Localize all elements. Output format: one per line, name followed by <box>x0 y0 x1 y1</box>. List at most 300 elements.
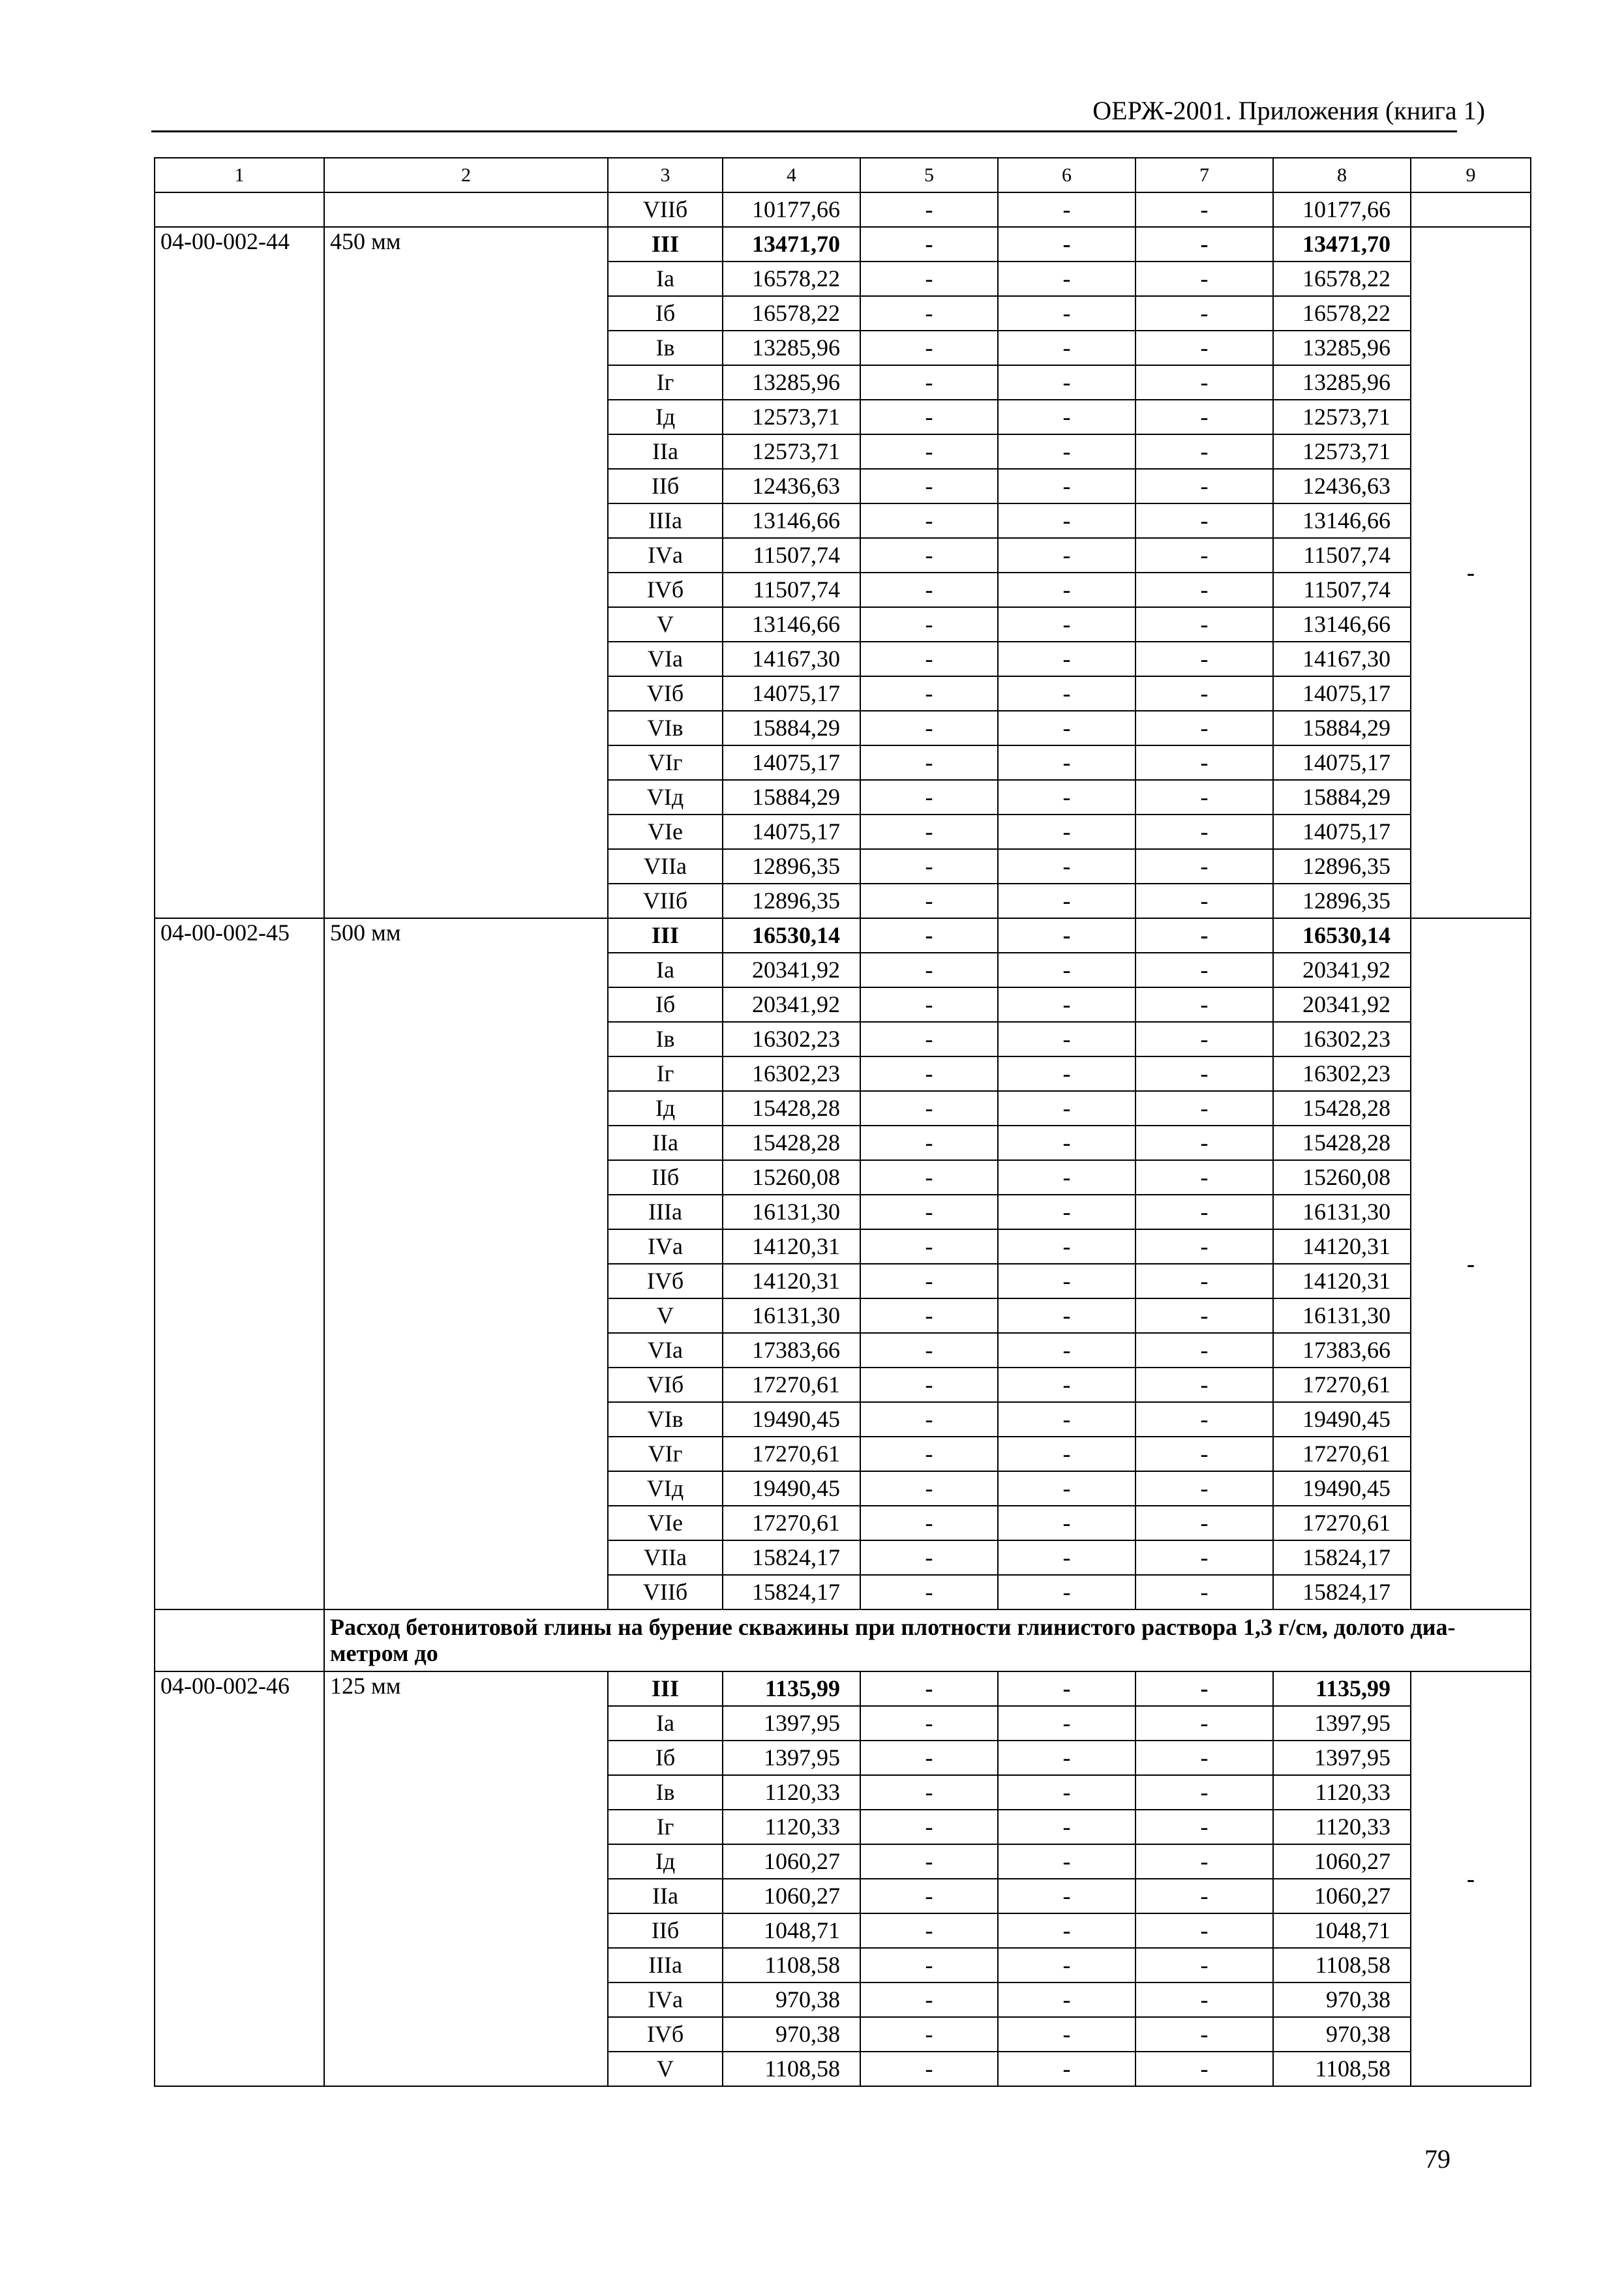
cost-value-cell: 1048,71 <box>723 1913 860 1948</box>
soil-category-cell: Iа <box>608 1706 723 1741</box>
empty-value-cell: - <box>860 1706 998 1741</box>
empty-value-cell: - <box>860 918 998 953</box>
total-value-cell: 1108,58 <box>1273 2052 1411 2086</box>
soil-category-cell: Iа <box>608 953 723 987</box>
total-value-cell: 12896,35 <box>1273 884 1411 918</box>
total-value-cell: 16302,23 <box>1273 1022 1411 1056</box>
cost-value-cell: 15824,17 <box>723 1575 860 1609</box>
table-row <box>155 227 1531 262</box>
empty-value-cell: - <box>998 2017 1135 2052</box>
soil-category-cell: V <box>608 1298 723 1333</box>
empty-value-cell: - <box>1135 1160 1273 1195</box>
total-value-cell: 14075,17 <box>1273 815 1411 849</box>
soil-category-cell: IIб <box>608 469 723 503</box>
soil-category-cell: Iг <box>608 1810 723 1844</box>
empty-value-cell: - <box>1135 953 1273 987</box>
cost-value-cell: 12896,35 <box>723 884 860 918</box>
empty-value-cell: - <box>860 1506 998 1540</box>
cost-value-cell: 11507,74 <box>723 538 860 573</box>
soil-category-cell: VIб <box>608 676 723 711</box>
empty-value-cell: - <box>860 1264 998 1298</box>
empty-value-cell: - <box>860 400 998 434</box>
empty-value-cell: - <box>998 987 1135 1022</box>
column-number: 6 <box>998 158 1135 192</box>
page-header-title: ОЕРЖ-2001. Приложения (книга 1) <box>1092 96 1485 125</box>
total-value-cell: 12573,71 <box>1273 434 1411 469</box>
total-value-cell: 14075,17 <box>1273 745 1411 780</box>
empty-value-cell: - <box>1135 1706 1273 1741</box>
total-value-cell: 1397,95 <box>1273 1706 1411 1741</box>
empty-value-cell: - <box>860 227 998 262</box>
empty-value-cell: - <box>998 607 1135 642</box>
rates-table <box>154 157 1531 2087</box>
empty-value-cell: - <box>860 1160 998 1195</box>
total-value-cell: 14120,31 <box>1273 1264 1411 1298</box>
empty-value-cell: - <box>1135 365 1273 400</box>
empty-value-cell: - <box>860 780 998 815</box>
column-number: 1 <box>155 158 324 192</box>
empty-value-cell: - <box>860 1229 998 1264</box>
empty-value-cell: - <box>998 1195 1135 1229</box>
empty-value-cell: - <box>860 1540 998 1575</box>
cost-value-cell: 1120,33 <box>723 1775 860 1810</box>
empty-value-cell: - <box>860 1056 998 1091</box>
empty-value-cell: - <box>998 1741 1135 1775</box>
column-number-row <box>155 158 1531 192</box>
soil-category-cell: Iб <box>608 1741 723 1775</box>
empty-value-cell: - <box>860 815 998 849</box>
cost-value-cell: 1135,99 <box>723 1671 860 1706</box>
total-value-cell: 15428,28 <box>1273 1126 1411 1160</box>
cost-value-cell: 14075,17 <box>723 745 860 780</box>
cost-value-cell: 15884,29 <box>723 711 860 745</box>
empty-value-cell: - <box>1135 2017 1273 2052</box>
cost-value-cell: 20341,92 <box>723 953 860 987</box>
cost-value-cell: 16578,22 <box>723 296 860 331</box>
empty-value-cell: - <box>1135 1775 1273 1810</box>
empty-value-cell: - <box>998 434 1135 469</box>
soil-category-cell: VIIб <box>608 192 723 227</box>
empty-value-cell: - <box>1135 1333 1273 1368</box>
empty-value-cell: - <box>1135 1948 1273 1982</box>
soil-category-cell: III <box>608 918 723 953</box>
empty-value-cell: - <box>1135 1126 1273 1160</box>
soil-category-cell: VIIб <box>608 1575 723 1609</box>
empty-value-cell: - <box>860 1368 998 1402</box>
cost-value-cell: 14167,30 <box>723 642 860 676</box>
cost-value-cell: 15884,29 <box>723 780 860 815</box>
total-value-cell: 16131,30 <box>1273 1298 1411 1333</box>
empty-value-cell: - <box>1135 1741 1273 1775</box>
soil-category-cell: Iв <box>608 1022 723 1056</box>
soil-category-cell: IIа <box>608 1126 723 1160</box>
total-value-cell: 17383,66 <box>1273 1333 1411 1368</box>
total-value-cell: 1048,71 <box>1273 1913 1411 1948</box>
empty-value-cell: - <box>860 1195 998 1229</box>
soil-category-cell: Iд <box>608 1091 723 1126</box>
cost-value-cell: 20341,92 <box>723 987 860 1022</box>
empty-value-cell: - <box>1135 1402 1273 1437</box>
column-number: 2 <box>324 158 608 192</box>
total-value-cell: 16530,14 <box>1273 918 1411 953</box>
total-value-cell: 14075,17 <box>1273 676 1411 711</box>
empty-value-cell: - <box>860 1671 998 1706</box>
empty-value-cell: - <box>998 365 1135 400</box>
cost-value-cell: 19490,45 <box>723 1471 860 1506</box>
cost-value-cell: 16530,14 <box>723 918 860 953</box>
empty-value-cell: - <box>1135 1298 1273 1333</box>
empty-value-cell: - <box>1135 192 1273 227</box>
empty-value-cell: - <box>1135 1913 1273 1948</box>
empty-value-cell: - <box>1135 1844 1273 1879</box>
cost-value-cell: 14075,17 <box>723 676 860 711</box>
empty-value-cell: - <box>998 1160 1135 1195</box>
empty-value-cell: - <box>1135 780 1273 815</box>
soil-category-cell: III <box>608 1671 723 1706</box>
empty-value-cell: - <box>1135 469 1273 503</box>
col9-value-cell: - <box>1411 1671 1531 2086</box>
soil-category-cell: Iд <box>608 1844 723 1879</box>
column-number: 5 <box>860 158 998 192</box>
empty-value-cell: - <box>998 1879 1135 1913</box>
soil-category-cell: IIа <box>608 434 723 469</box>
empty-value-cell: - <box>1135 1437 1273 1471</box>
soil-category-cell: IIIа <box>608 1948 723 1982</box>
empty-value-cell: - <box>1135 1982 1273 2017</box>
cost-value-cell: 1108,58 <box>723 2052 860 2086</box>
empty-value-cell: - <box>860 296 998 331</box>
cost-value-cell: 12573,71 <box>723 434 860 469</box>
rate-code-cell: 04-00-002-46 <box>155 1671 324 2086</box>
empty-value-cell: - <box>998 1126 1135 1160</box>
empty-value-cell: - <box>860 1810 998 1844</box>
cost-value-cell: 1060,27 <box>723 1879 860 1913</box>
empty-value-cell: - <box>860 503 998 538</box>
soil-category-cell: Iг <box>608 1056 723 1091</box>
empty-value-cell: - <box>1135 262 1273 296</box>
total-value-cell: 14167,30 <box>1273 642 1411 676</box>
soil-category-cell: Iа <box>608 262 723 296</box>
empty-value-cell: - <box>998 849 1135 884</box>
empty-value-cell: - <box>860 1126 998 1160</box>
total-value-cell: 14120,31 <box>1273 1229 1411 1264</box>
empty-value-cell: - <box>998 642 1135 676</box>
empty-value-cell: - <box>998 711 1135 745</box>
table-row <box>155 192 1531 227</box>
total-value-cell: 17270,61 <box>1273 1506 1411 1540</box>
total-value-cell: 19490,45 <box>1273 1402 1411 1437</box>
empty-value-cell: - <box>860 573 998 607</box>
total-value-cell: 17270,61 <box>1273 1368 1411 1402</box>
cost-value-cell: 1060,27 <box>723 1844 860 1879</box>
cost-value-cell: 13146,66 <box>723 503 860 538</box>
empty-value-cell: - <box>1135 227 1273 262</box>
empty-value-cell: - <box>860 1879 998 1913</box>
soil-category-cell: IIб <box>608 1913 723 1948</box>
empty-value-cell: - <box>860 192 998 227</box>
cost-value-cell: 15824,17 <box>723 1540 860 1575</box>
empty-value-cell: - <box>1135 1229 1273 1264</box>
empty-value-cell: - <box>860 434 998 469</box>
soil-category-cell: VIв <box>608 1402 723 1437</box>
soil-category-cell: IVб <box>608 573 723 607</box>
cost-value-cell: 1397,95 <box>723 1706 860 1741</box>
empty-value-cell: - <box>998 1402 1135 1437</box>
empty-value-cell: - <box>1135 1195 1273 1229</box>
cost-value-cell: 970,38 <box>723 2017 860 2052</box>
cost-value-cell: 13471,70 <box>723 227 860 262</box>
empty-value-cell: - <box>860 2052 998 2086</box>
empty-value-cell: - <box>860 469 998 503</box>
empty-value-cell: - <box>998 1575 1135 1609</box>
empty-value-cell: - <box>1135 676 1273 711</box>
soil-category-cell: VIд <box>608 780 723 815</box>
empty-value-cell: - <box>998 1298 1135 1333</box>
empty-value-cell: - <box>860 1982 998 2017</box>
empty-value-cell: - <box>998 953 1135 987</box>
empty-value-cell: - <box>1135 849 1273 884</box>
total-value-cell: 1120,33 <box>1273 1810 1411 1844</box>
empty-value-cell: - <box>998 1540 1135 1575</box>
cost-value-cell: 15428,28 <box>723 1091 860 1126</box>
cost-value-cell: 1108,58 <box>723 1948 860 1982</box>
empty-value-cell: - <box>998 2052 1135 2086</box>
soil-category-cell: VIIб <box>608 884 723 918</box>
empty-value-cell: - <box>860 1913 998 1948</box>
page-number: 79 <box>1424 2144 1451 2174</box>
total-value-cell: 1108,58 <box>1273 1948 1411 1982</box>
total-value-cell: 19490,45 <box>1273 1471 1411 1506</box>
empty-value-cell: - <box>998 573 1135 607</box>
cost-value-cell: 14075,17 <box>723 815 860 849</box>
cost-value-cell: 11507,74 <box>723 573 860 607</box>
empty-value-cell: - <box>860 1741 998 1775</box>
empty-value-cell: - <box>998 227 1135 262</box>
bit-diameter-cell: 500 мм <box>324 918 608 1609</box>
empty-value-cell: - <box>860 676 998 711</box>
col9-value-cell: - <box>1411 918 1531 1609</box>
empty-value-cell: - <box>1135 987 1273 1022</box>
empty-value-cell: - <box>860 1575 998 1609</box>
section-title: Расход бетонитовой глины на бурение скважины при плотности глинистого раствора 1,3 г/см, долото диа-метром до <box>324 1609 1531 1671</box>
bit-diameter-cell <box>324 192 608 227</box>
empty-value-cell: - <box>860 1775 998 1810</box>
total-value-cell: 11507,74 <box>1273 573 1411 607</box>
rate-code-cell: 04-00-002-44 <box>155 227 324 918</box>
cost-value-cell: 15428,28 <box>723 1126 860 1160</box>
empty-value-cell: - <box>860 365 998 400</box>
empty-value-cell: - <box>860 331 998 365</box>
empty-value-cell: - <box>998 918 1135 953</box>
empty-value-cell: - <box>1135 1575 1273 1609</box>
empty-value-cell: - <box>998 262 1135 296</box>
soil-category-cell: VIб <box>608 1368 723 1402</box>
total-value-cell: 1120,33 <box>1273 1775 1411 1810</box>
empty-value-cell: - <box>998 676 1135 711</box>
empty-value-cell: - <box>998 503 1135 538</box>
empty-value-cell: - <box>998 192 1135 227</box>
col9-value-cell <box>1411 192 1531 227</box>
soil-category-cell: VIв <box>608 711 723 745</box>
empty-value-cell: - <box>998 815 1135 849</box>
soil-category-cell: VIа <box>608 1333 723 1368</box>
table-row <box>155 1671 1531 1706</box>
empty-value-cell: - <box>1135 1879 1273 1913</box>
soil-category-cell: IVа <box>608 1229 723 1264</box>
empty-value-cell: - <box>1135 1368 1273 1402</box>
total-value-cell: 20341,92 <box>1273 953 1411 987</box>
rate-code-cell <box>155 192 324 227</box>
empty-value-cell: - <box>1135 1540 1273 1575</box>
empty-value-cell: - <box>1135 400 1273 434</box>
total-value-cell: 15428,28 <box>1273 1091 1411 1126</box>
empty-value-cell: - <box>1135 745 1273 780</box>
cost-value-cell: 970,38 <box>723 1982 860 2017</box>
empty-value-cell: - <box>860 987 998 1022</box>
soil-category-cell: VIIа <box>608 1540 723 1575</box>
cost-value-cell: 17383,66 <box>723 1333 860 1368</box>
soil-category-cell: VIд <box>608 1471 723 1506</box>
empty-value-cell: - <box>1135 1022 1273 1056</box>
empty-value-cell: - <box>1135 296 1273 331</box>
total-value-cell: 13285,96 <box>1273 365 1411 400</box>
total-value-cell: 13146,66 <box>1273 503 1411 538</box>
total-value-cell: 16578,22 <box>1273 296 1411 331</box>
soil-category-cell: VIг <box>608 745 723 780</box>
empty-value-cell: - <box>860 1333 998 1368</box>
empty-value-cell: - <box>998 1982 1135 2017</box>
empty-value-cell: - <box>998 1437 1135 1471</box>
cost-value-cell: 12896,35 <box>723 849 860 884</box>
cost-value-cell: 16302,23 <box>723 1056 860 1091</box>
soil-category-cell: IIIа <box>608 503 723 538</box>
cost-value-cell: 19490,45 <box>723 1402 860 1437</box>
empty-value-cell: - <box>1135 1471 1273 1506</box>
empty-value-cell: - <box>1135 573 1273 607</box>
bit-diameter-cell: 450 мм <box>324 227 608 918</box>
soil-category-cell: Iд <box>608 400 723 434</box>
cost-value-cell: 12436,63 <box>723 469 860 503</box>
total-value-cell: 16578,22 <box>1273 262 1411 296</box>
empty-value-cell: - <box>860 745 998 780</box>
column-number: 7 <box>1135 158 1273 192</box>
empty-value-cell: - <box>860 953 998 987</box>
empty-value-cell: - <box>998 331 1135 365</box>
column-number: 9 <box>1411 158 1531 192</box>
rate-code-cell: 04-00-002-45 <box>155 918 324 1609</box>
cost-value-cell: 1120,33 <box>723 1810 860 1844</box>
empty-value-cell: - <box>860 1022 998 1056</box>
empty-value-cell: - <box>860 1948 998 1982</box>
empty-value-cell: - <box>998 400 1135 434</box>
cost-value-cell: 16302,23 <box>723 1022 860 1056</box>
total-value-cell: 15260,08 <box>1273 1160 1411 1195</box>
soil-category-cell: Iб <box>608 987 723 1022</box>
cost-value-cell: 12573,71 <box>723 400 860 434</box>
cost-value-cell: 13285,96 <box>723 365 860 400</box>
soil-category-cell: IIб <box>608 1160 723 1195</box>
total-value-cell: 970,38 <box>1273 2017 1411 2052</box>
empty-value-cell: - <box>998 538 1135 573</box>
total-value-cell: 1060,27 <box>1273 1879 1411 1913</box>
total-value-cell: 13471,70 <box>1273 227 1411 262</box>
total-value-cell: 16131,30 <box>1273 1195 1411 1229</box>
total-value-cell: 11507,74 <box>1273 538 1411 573</box>
empty-value-cell: - <box>1135 1810 1273 1844</box>
total-value-cell: 12436,63 <box>1273 469 1411 503</box>
soil-category-cell: IIIа <box>608 1195 723 1229</box>
empty-value-cell: - <box>998 1229 1135 1264</box>
soil-category-cell: IIа <box>608 1879 723 1913</box>
empty-value-cell: - <box>998 1844 1135 1879</box>
empty-value-cell: - <box>1135 1264 1273 1298</box>
empty-value-cell: - <box>998 1333 1135 1368</box>
empty-value-cell: - <box>1135 2052 1273 2086</box>
cost-value-cell: 13285,96 <box>723 331 860 365</box>
bit-diameter-cell: 125 мм <box>324 1671 608 2086</box>
empty-value-cell: - <box>860 711 998 745</box>
empty-value-cell: - <box>860 1844 998 1879</box>
cost-value-cell: 15260,08 <box>723 1160 860 1195</box>
empty-value-cell: - <box>860 1437 998 1471</box>
empty-value-cell: - <box>1135 434 1273 469</box>
soil-category-cell: Iб <box>608 296 723 331</box>
empty-value-cell: - <box>1135 918 1273 953</box>
soil-category-cell: V <box>608 2052 723 2086</box>
col9-value-cell: - <box>1411 227 1531 918</box>
empty-value-cell: - <box>998 1948 1135 1982</box>
total-value-cell: 15884,29 <box>1273 780 1411 815</box>
empty-value-cell: - <box>998 1368 1135 1402</box>
cost-value-cell: 16131,30 <box>723 1195 860 1229</box>
total-value-cell: 20341,92 <box>1273 987 1411 1022</box>
empty-value-cell: - <box>1135 331 1273 365</box>
empty-value-cell: - <box>860 607 998 642</box>
empty-value-cell: - <box>1135 607 1273 642</box>
empty-value-cell: - <box>1135 1506 1273 1540</box>
column-number: 4 <box>723 158 860 192</box>
column-number: 8 <box>1273 158 1411 192</box>
total-value-cell: 970,38 <box>1273 1982 1411 2017</box>
empty-value-cell: - <box>1135 1671 1273 1706</box>
header-rule <box>151 130 1457 132</box>
empty-value-cell: - <box>998 780 1135 815</box>
empty-value-cell: - <box>860 1298 998 1333</box>
empty-value-cell: - <box>860 2017 998 2052</box>
empty-value-cell: - <box>860 1471 998 1506</box>
soil-category-cell: VIIа <box>608 849 723 884</box>
empty-value-cell: - <box>998 884 1135 918</box>
total-value-cell: 1135,99 <box>1273 1671 1411 1706</box>
total-value-cell: 15824,17 <box>1273 1540 1411 1575</box>
cost-value-cell: 17270,61 <box>723 1506 860 1540</box>
empty-value-cell: - <box>1135 711 1273 745</box>
empty-value-cell: - <box>860 849 998 884</box>
rates-table-container <box>154 157 1530 2087</box>
empty-value-cell: - <box>1135 503 1273 538</box>
table-row <box>155 918 1531 953</box>
cost-value-cell: 1397,95 <box>723 1741 860 1775</box>
soil-category-cell: V <box>608 607 723 642</box>
soil-category-cell: VIа <box>608 642 723 676</box>
cost-value-cell: 14120,31 <box>723 1229 860 1264</box>
total-value-cell: 15884,29 <box>1273 711 1411 745</box>
empty-value-cell: - <box>998 1913 1135 1948</box>
empty-value-cell: - <box>860 538 998 573</box>
empty-value-cell: - <box>998 1264 1135 1298</box>
total-value-cell: 12573,71 <box>1273 400 1411 434</box>
cost-value-cell: 17270,61 <box>723 1437 860 1471</box>
